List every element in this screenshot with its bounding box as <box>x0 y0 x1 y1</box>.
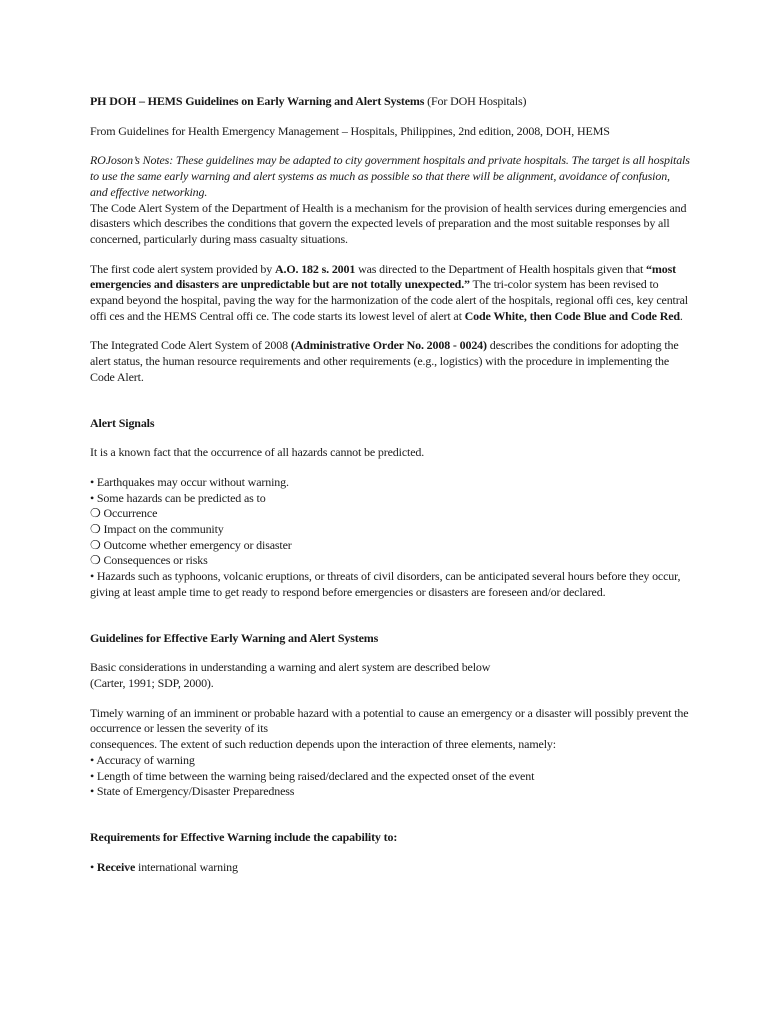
list-item <box>90 860 690 876</box>
list-item: • Hazards such as typhoons, volcanic eruptions, or threats of civil disorders, can be anticipated several hours before they occur, giving at least ample time to get ready to respond before emergencies or disasters are foreseen and/or declared. <box>90 569 681 599</box>
requirements-heading: Requirements for Effective Warning include the capability to: <box>90 829 398 844</box>
consequences-line: consequences. The extent of such reduction depends upon the interaction of three elements, namely: <box>90 737 556 752</box>
receive-rest: international warning <box>135 859 238 874</box>
para2-bold-3: Code White, then Code Blue and Code Red <box>464 308 680 323</box>
notes-paragraph: ROJoson’s Notes: These guidelines may be adapted to city government hospitals and private hospitals. The target is all hospitals to use the same early warning and alert systems as much as possible so that there will be alignment, avoidance of confusion, and effective networking. <box>90 153 690 199</box>
para2-text-1: The first code alert system provided by <box>90 261 275 276</box>
basic-considerations-line: Basic considerations in understanding a warning and alert system are described below <box>90 660 491 675</box>
para2-bold-1: A.O. 182 s. 2001 <box>274 261 356 276</box>
para2-bold-2: “most emergencies and disasters are unpredictable but are not totally unexpected.” <box>90 261 676 292</box>
receive-bold: Receive <box>96 859 136 874</box>
first-code-alert-paragraph <box>90 262 690 325</box>
document-title <box>90 94 690 110</box>
document-page <box>90 94 690 875</box>
code-alert-paragraph: The Code Alert System of the Department of Health is a mechanism for the provision of health services during emergencies and disasters which describes the conditions that govern the expected levels of preparation and the most suitable responses by all concerned, particularly during mass casualty situations. <box>90 200 687 246</box>
list-item: • Length of time between the warning being raised/declared and the expected onset of the event <box>90 768 535 783</box>
para3-bold-1: (Administrative Order No. 2008 - 0024) <box>290 338 487 353</box>
list-item: ❍ Occurrence <box>90 506 158 521</box>
guidelines-heading: Guidelines for Effective Early Warning and Alert Systems <box>90 630 379 645</box>
integrated-code-alert-paragraph <box>90 338 690 385</box>
alert-signals-heading: Alert Signals <box>90 415 155 430</box>
list-item: • State of Emergency/Disaster Preparedness <box>90 784 295 799</box>
list-item: • Accuracy of warning <box>90 752 195 767</box>
list-item: • Some hazards can be predicted as to <box>90 490 266 505</box>
para3-text-2: describes the conditions for adopting the alert status, the human resource requirements and other requirements (e.g., logistics) with the procedure in implementing the Code Alert. <box>90 338 679 384</box>
para2-text-4: . <box>679 308 683 323</box>
citation-line: (Carter, 1991; SDP, 2000). <box>90 675 214 690</box>
list-item: ❍ Outcome whether emergency or disaster <box>90 537 292 552</box>
source-line: From Guidelines for Health Emergency Management – Hospitals, Philippines, 2nd edition, 2008, DOH, HEMS <box>90 123 610 138</box>
title-rest: (For DOH Hospitals) <box>424 94 527 108</box>
timely-warning-line: Timely warning of an imminent or probable hazard with a potential to cause an emergency or a disaster will possibly prevent the occurrence or lessen the severity of its <box>90 705 689 736</box>
alert-signals-intro: It is a known fact that the occurrence of all hazards cannot be predicted. <box>90 445 425 460</box>
list-item: ❍ Impact on the community <box>90 522 224 537</box>
title-bold: PH DOH – HEMS Guidelines on Early Warning and Alert Systems <box>90 94 425 108</box>
bullet-mark: • <box>90 859 97 874</box>
list-item: ❍ Consequences or risks <box>90 553 208 568</box>
para3-text-1: The Integrated Code Alert System of 2008 <box>90 338 291 353</box>
list-item: • Earthquakes may occur without warning. <box>90 474 289 489</box>
para2-text-3: The tri-color system has been revised to expand beyond the hospital, paving the way for the harmonization of the code alert of the hospitals, regional offi ces, key central offi ces and the HEMS Central offi ce. The code starts its lowest level of alert at <box>90 277 688 323</box>
para2-text-2: was directed to the Department of Health hospitals given that <box>355 261 647 276</box>
